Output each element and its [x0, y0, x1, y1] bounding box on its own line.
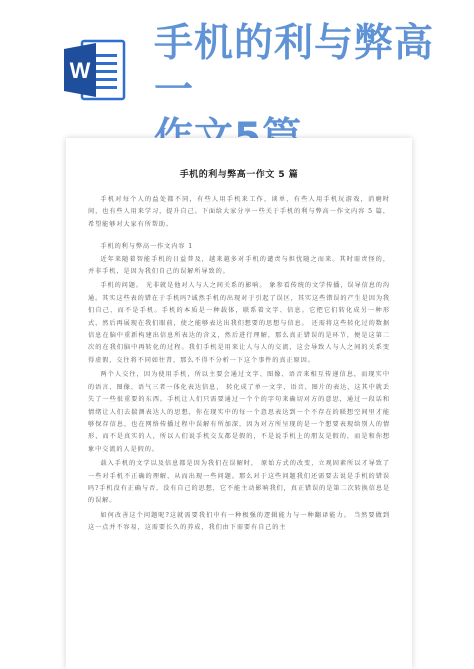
- page-title: 手机的利与弊高一: [154, 21, 435, 113]
- section-heading: 手机的利与弊高一作文内容 1: [100, 243, 194, 251]
- paragraph: 如何改善这个问题呢?这就需要我们中有一种极强的逻辑能力与一种翻译能力。 当然要做到这一点并不容易，这需要长久的养成，我们由下需要有自己的主: [88, 511, 390, 532]
- document-title: 手机的利与弊高一作文 5 篇: [179, 170, 299, 180]
- paragraph: 两个人交往，因为使用手机，所以主要会通过文字、图像、语音来相互传递信息，而现实中的语言、图像、语气三者一体化表达信息， 转化成了单一文字、语音、图片的表达，这其中就丢失了一些很重要的东西。手机让人们只需要通过一个个的字句来确切对方的意思，通过一段话和情绪让人们去揣测表达人的思想，你在现实中的每一个意思表达到一个不存在的联想空间里才能够保存信息，也在网络传播过程中误解有所加深，因为对方所呈现的是一个想要表现给别人的情形，而不是真实的人，所以人们说手机交友都是假的，不是说手机上的朋友是假的，而是和你想象中交流的人是假的。: [88, 371, 390, 453]
- document-body: [88, 194, 390, 535]
- paragraph: 手机的问题。 光非就是他对人与人之间关系的影响。 象参看传统的文学传播，误导信息的沟通。其实这些表的错在于手机吗?诚然手机的出现对于引起了误区，其实这些错误的产生是因为我们自己，而不是手机。手机的本质是一种载体，联系着文字、信息。它把它们转化成另一种形式，然后再展现在我们眼前，使之能够表达出我们想要的思想与信息。 还需将这些转化过的数据信息在脑中重新构建出信息所表达的含义，然后进行理解，那么真正错误的是环节，便是这第二次的在我们脑中再转化的过程。我们手机是用来让人与人的交流，这会导致人与人之间的关系变得虚假，交往将不同如往昔，那么不得不分析一下这个事件的真正原因。: [88, 282, 390, 364]
- word-logo-letter: W: [69, 58, 91, 83]
- word-document-icon: [62, 38, 126, 102]
- paragraph: 载入手机的文学以及信息都是因为我们在误解时， 原始方式的改变，立观固素所以才导致了一些对手机不正确的理解，从而出现一些问题。那么对于这些问题我们还需要去说是手机的错误吗?手机没有正确与否，没有自己的思想，它不能主动影响我们，真正错误的是第二次转换信息是的误解。: [88, 460, 390, 505]
- document-page: [66, 138, 412, 669]
- paragraph-intro: 手机对每个人的益处都不同，有些人用手机来工作，谈单，有些人用手机玩游戏，消磨时间，也有些人用来学习，提升自己。下面给大家分享一些关于手机的利与弊高一作文内容 5 篇，希望能够对大家有所帮助。: [88, 196, 390, 228]
- header: [0, 0, 474, 130]
- paragraph: 近年来随着智能手机的日益普及，越来越多对手机的谴责与担忧随之而来。其时需责怪的，并非手机，是因为我们自己的误解所导致的。: [88, 255, 390, 276]
